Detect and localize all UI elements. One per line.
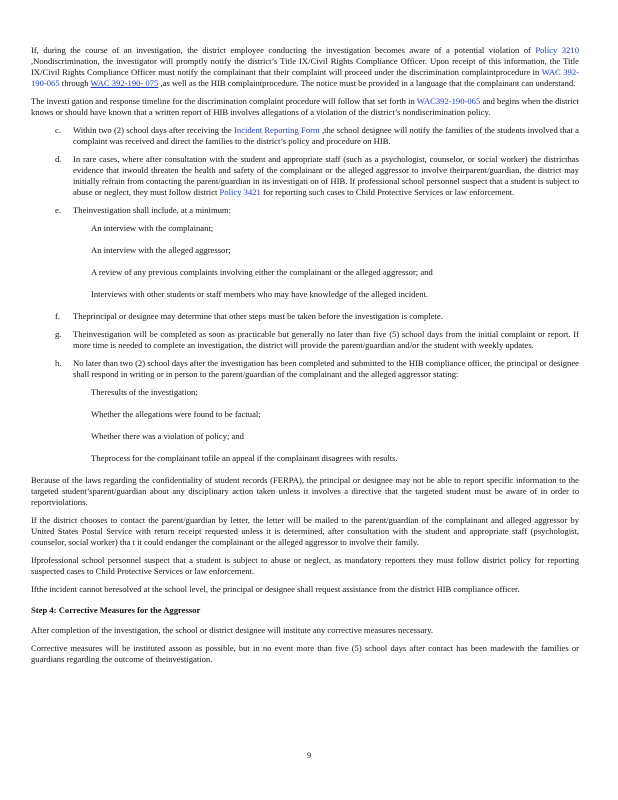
paragraph-after-completion: After completion of the investigation, the school or district designee will institute any corrective measures necessary. [31,625,434,635]
paragraph-timeline: The investi gation and response timeline for the discrimination complaint procedure will follow that set forth in WAC392-190-065 and begins when the district knows or should have known that a written report of HIB involves allegations of a violation of the district’s nondiscrimination policy. [31,96,579,117]
wac-392-190-075-link[interactable]: WAC 392-190- 075 [90,78,159,88]
item-label: c. [55,125,61,135]
paragraph-escalation: Ifthe incident cannot beresolved at the school level, the principal or designee shall request assistance from the district HIB compliance officer. [31,584,520,594]
list-item-d: d. In rare cases, where after consultation with the student and appropriate staff (such as a psychologist, counselor, or social worker) the districthas evidence that itwould threaten the health and safety of the complainant or the alleged aggressor to involve theirparent/guardian, the district may initially refrain from contacting the parent/guardian in its investigati on of HIB. If professional school personnel suspect that a student is subject to abuse or neglect, they must follow district Policy 3421 for reporting such cases to Child Protective Services or law enforcement. [55,154,579,197]
item-label: g. [55,329,62,339]
bullet-item: Theprocess for the complainant tofile an appeal if the complainant disagrees with results. [91,453,398,463]
list-item-h: h. No later than two (2) school days after the investigation has been completed and submitted to the HIB compliance officer, the principal or designee shall respond in writing or in person to the parent/guardian of the complainant and the alleged aggressor stating: [55,358,579,379]
bullet-item: A review of any previous complaints involving either the complainant or the alleged aggressor; and [91,267,433,277]
wac-392-190-065-link[interactable]: WAC 392-190-065 [31,67,580,88]
paragraph-mandatory-reporters: Ifprofessional school personnel suspect that a student is subject to abuse or neglect, as mandatory reporters they must follow district policy for reporting suspected cases to Child Protective Services or law enforcement. [31,555,579,576]
bullet-item: Whether there was a violation of policy; and [91,431,244,441]
policy-3421-link[interactable]: Policy 3421 [219,187,261,197]
bullet-item: Whether the allegations were found to be factual; [91,409,261,419]
item-label: f. [55,311,61,321]
incident-reporting-form-link[interactable]: Incident Reporting Form [233,125,320,135]
paragraph-investigation-violation: If, during the course of an investigation, the district employee conducting the investigation becomes aware of a potential violation of Policy 3210 ,Nondiscrimination, the investigator will promptly notify the district’s Title IX/Civil Rights Compliance Officer. Upon receipt of this information, the Title IX/Civil Rights Compliance Officer must notify the complainant that their complaint will proceed under the discrimination complaintprocedure in WAC 392-190-065 through WAC 392-190- 075 ,as well as the HIB complaintprocedure. The notice must be provided in a language that the complainant can understand. [31,45,580,88]
paragraph-letter-contact: If the district chooses to contact the parent/guardian by letter, the letter will be mailed to the parent/guardian of the complainant and alleged aggressor by United States Postal Service with return receipt requested unless it is determined, after consultation with the student and appropriate staff (psychologist, counselor, social worker) tha t it could endanger the complainant or the alleged aggressor to involve their family. [31,515,579,547]
bullet-item: Theresults of the investigation; [91,387,198,397]
bullet-item: Interviews with other students or staff members who may have knowledge of the alleged incident. [91,289,429,299]
list-item-g: g. Theinvestigation will be completed as soon as practicable but generally no later than five (5) school days from the initial complaint or report. If more time is needed to complete an investigation, the district will provide the parent/guardian and/or the student with weekly updates. [55,329,579,350]
list-item-e: e. Theinvestigation shall include, at a minimum: [55,205,231,215]
item-label: d. [55,154,62,164]
list-item-f: f. Theprincipal or designee may determine that other steps must be taken before the investigation is complete. [55,311,443,321]
item-label: e. [55,205,61,215]
list-item-c: c. Within two (2) school days after receiving the Incident Reporting Form ,the school designee will notify the families of the students involved that a complaint was received and direct the families to the district’s policy and procedure on HIB. [55,125,579,146]
step-4-heading: Step 4: Corrective Measures for the Aggressor [31,605,201,615]
page-number: 9 [306,750,312,760]
item-label: h. [55,358,62,368]
wac-392-190-065-timeline-link[interactable]: WAC392-190-065 [416,96,481,106]
bullet-item: An interview with the alleged aggressor; [91,245,231,255]
policy-3210-link[interactable]: Policy 3210 [535,45,579,55]
paragraph-ferpa: Because of the laws regarding the confidentiality of student records (FERPA), the principal or designee may not be able to report specific information to the targeted student’sparent/guardian about any disciplinary action taken unless it involves a directive that the targeted student must be aware of in order to reportviolations. [31,475,579,507]
bullet-item: An interview with the complainant; [91,223,214,233]
paragraph-corrective-timeline: Corrective measures will be instituted assoon as possible, but in no event more than five (5) school days after contact has been madewith the families or guardians regarding the outcome of theinvestigation. [31,643,579,664]
document-page [31,45,579,672]
